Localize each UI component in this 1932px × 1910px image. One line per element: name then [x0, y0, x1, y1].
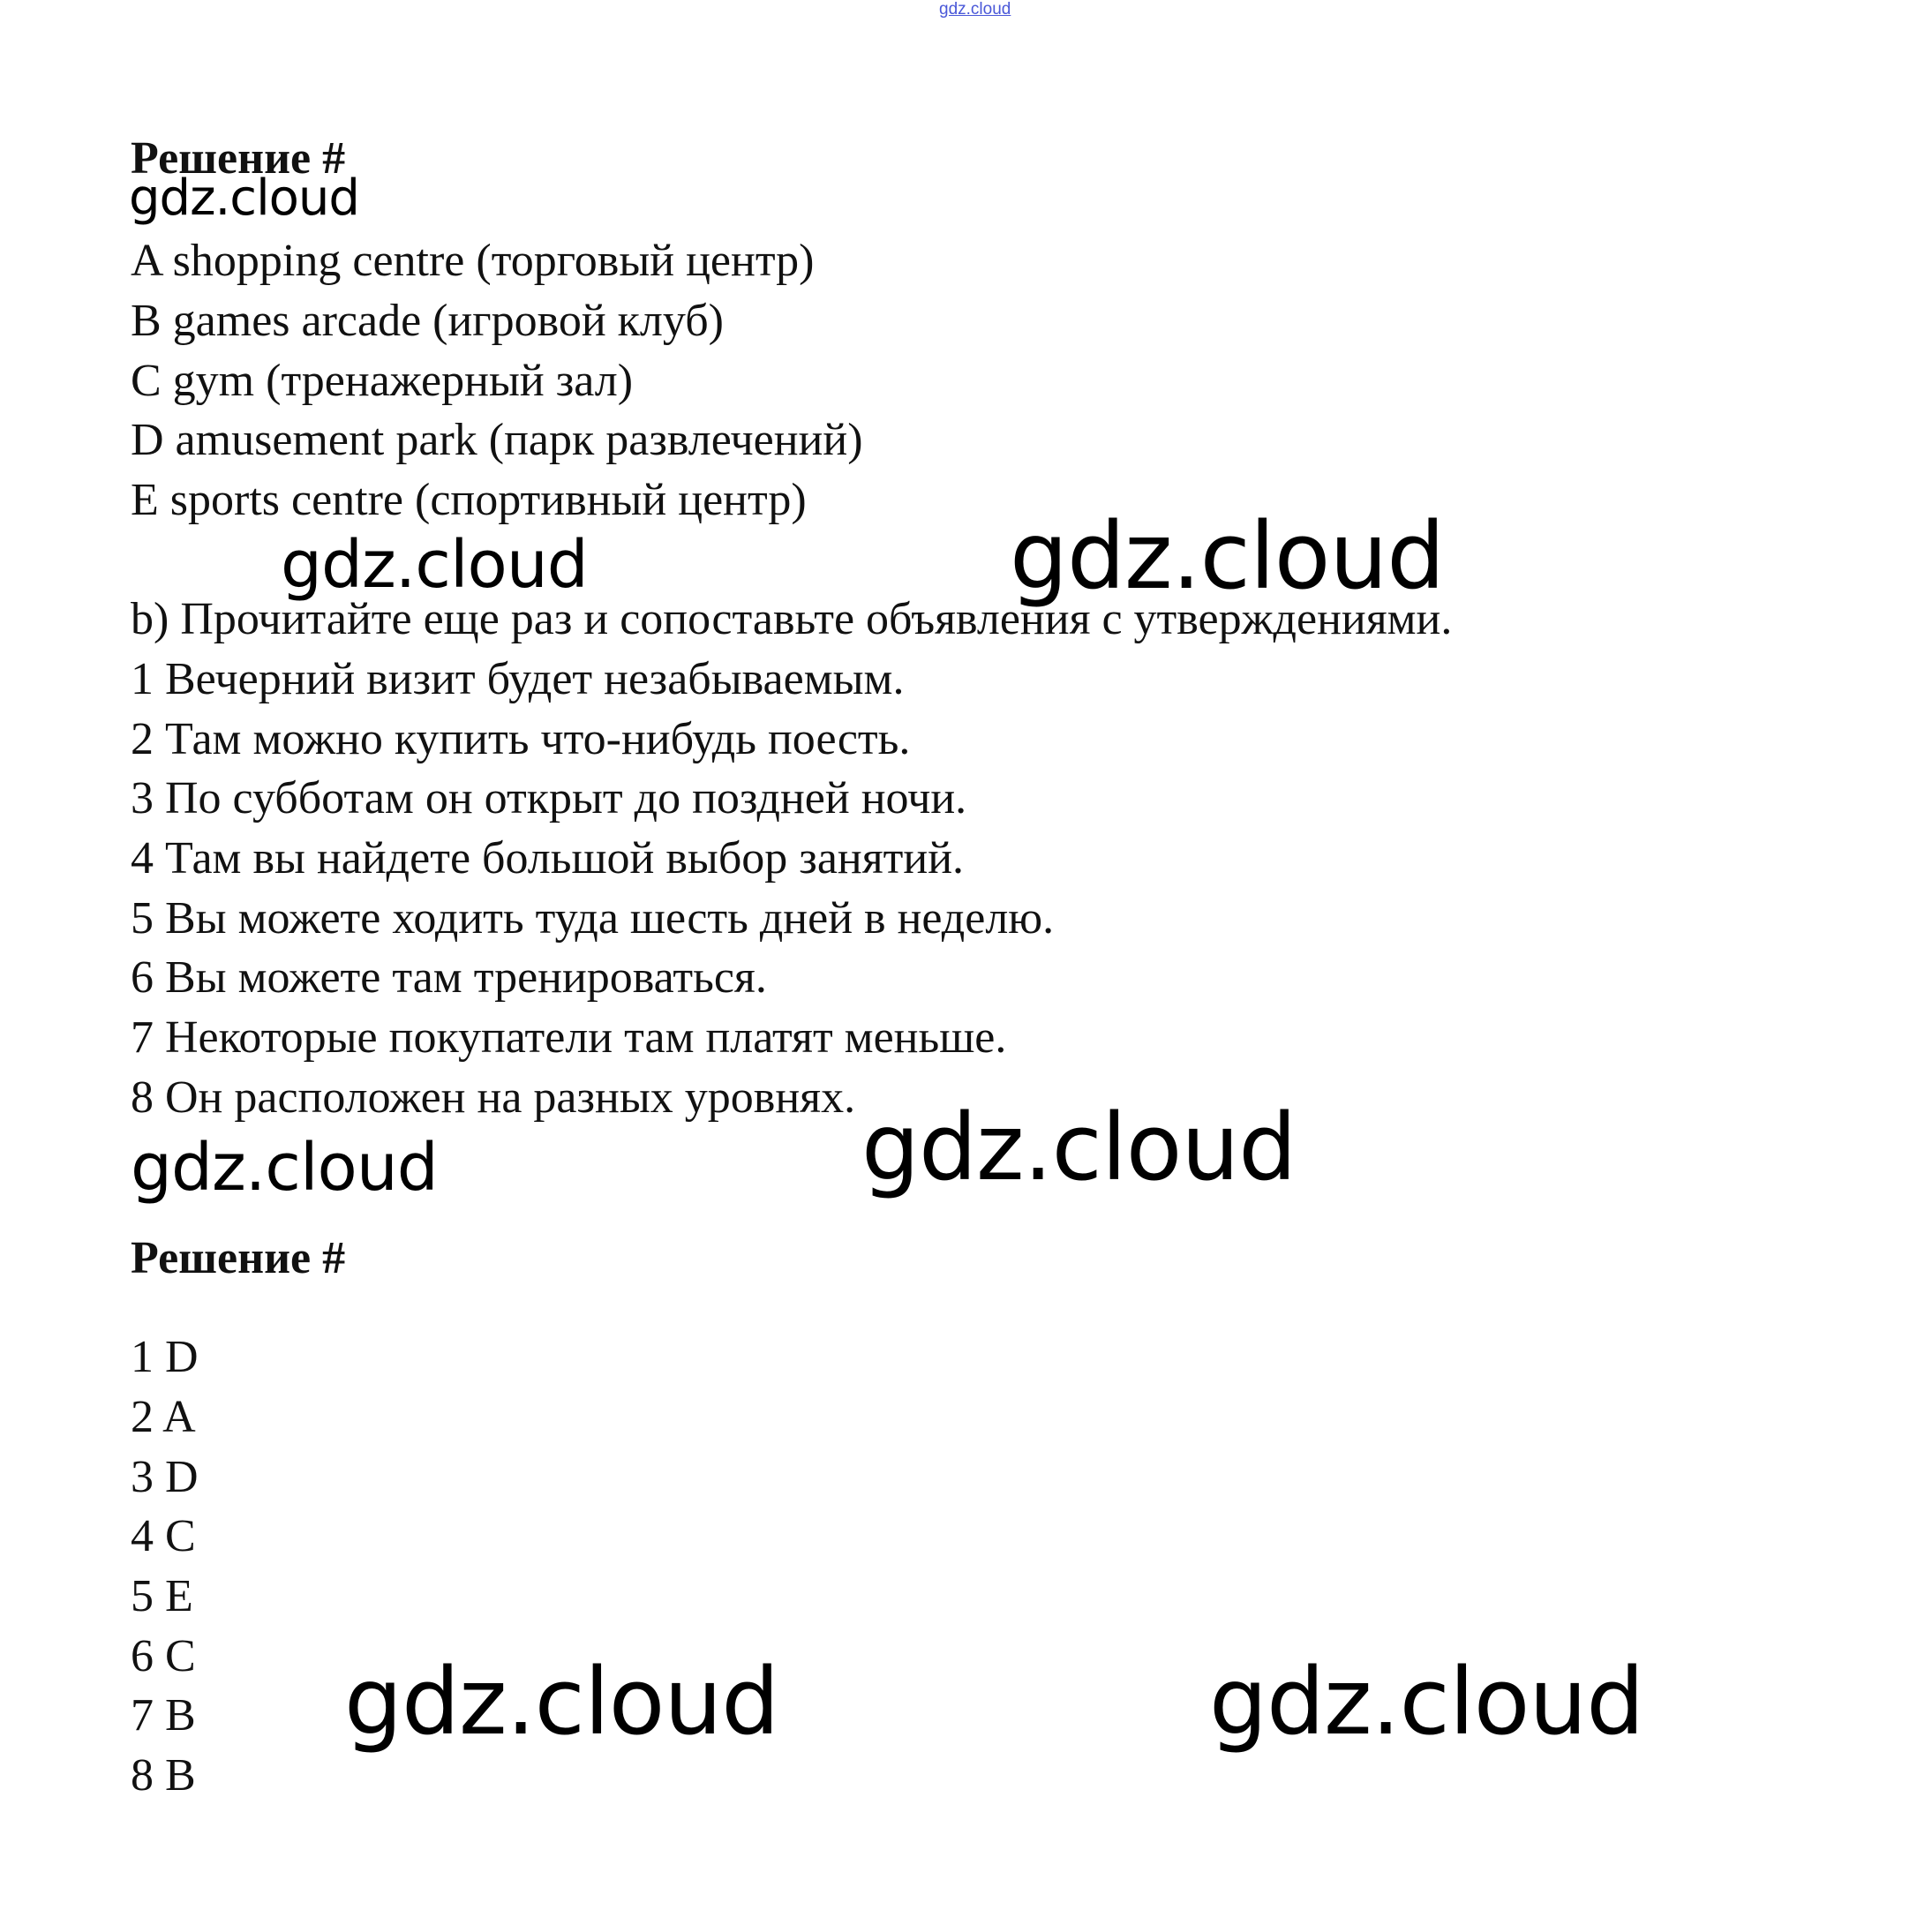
- vocab-line: D amusement park (парк развлечений): [131, 415, 863, 465]
- answer-line: 8 B: [131, 1750, 196, 1801]
- vocab-line: C gym (тренажерный зал): [131, 356, 634, 406]
- statement-line: 6 Вы можете там тренироваться.: [131, 952, 767, 1003]
- solution-heading: Решение #: [131, 1233, 346, 1283]
- watermark: gdz.cloud: [129, 169, 359, 227]
- answer-line: 6 C: [131, 1631, 196, 1681]
- statement-line: 8 Он расположен на разных уровнях.: [131, 1072, 856, 1123]
- statement-line: 2 Там можно купить что-нибудь поесть.: [131, 714, 911, 764]
- statement-line: 5 Вы можете ходить туда шесть дней в неделю.: [131, 893, 1055, 944]
- solution-heading: Решение #: [131, 133, 346, 184]
- vocab-line: A shopping centre (торговый центр): [131, 236, 815, 286]
- statement-line: 4 Там вы найдете большой выбор занятий.: [131, 833, 965, 884]
- site-link[interactable]: gdz.cloud: [939, 0, 1011, 19]
- watermark: gdz.cloud: [1010, 502, 1445, 610]
- watermark: gdz.cloud: [344, 1648, 779, 1756]
- answer-line: 3 D: [131, 1452, 199, 1502]
- statement-line: 3 По субботам он открыт до поздней ночи.: [131, 773, 967, 823]
- statement-line: 1 Вечерний визит будет незабываемым.: [131, 654, 905, 704]
- watermark: gdz.cloud: [1209, 1648, 1644, 1756]
- answer-line: 5 E: [131, 1571, 193, 1621]
- answer-line: 2 A: [131, 1392, 196, 1442]
- vocab-line: B games arcade (игровой клуб): [131, 296, 724, 346]
- watermark: gdz.cloud: [131, 1130, 438, 1206]
- watermark: gdz.cloud: [281, 527, 588, 603]
- statement-line: 7 Некоторые покупатели там платят меньше.: [131, 1012, 1007, 1063]
- answer-line: 7 B: [131, 1690, 196, 1741]
- watermark: gdz.cloud: [861, 1094, 1297, 1201]
- answer-line: 1 D: [131, 1332, 199, 1382]
- vocab-line: E sports centre (спортивный центр): [131, 475, 807, 525]
- task-instruction: b) Прочитайте еще раз и сопоставьте объявления с утверждениями.: [131, 594, 1453, 644]
- answer-line: 4 C: [131, 1511, 196, 1561]
